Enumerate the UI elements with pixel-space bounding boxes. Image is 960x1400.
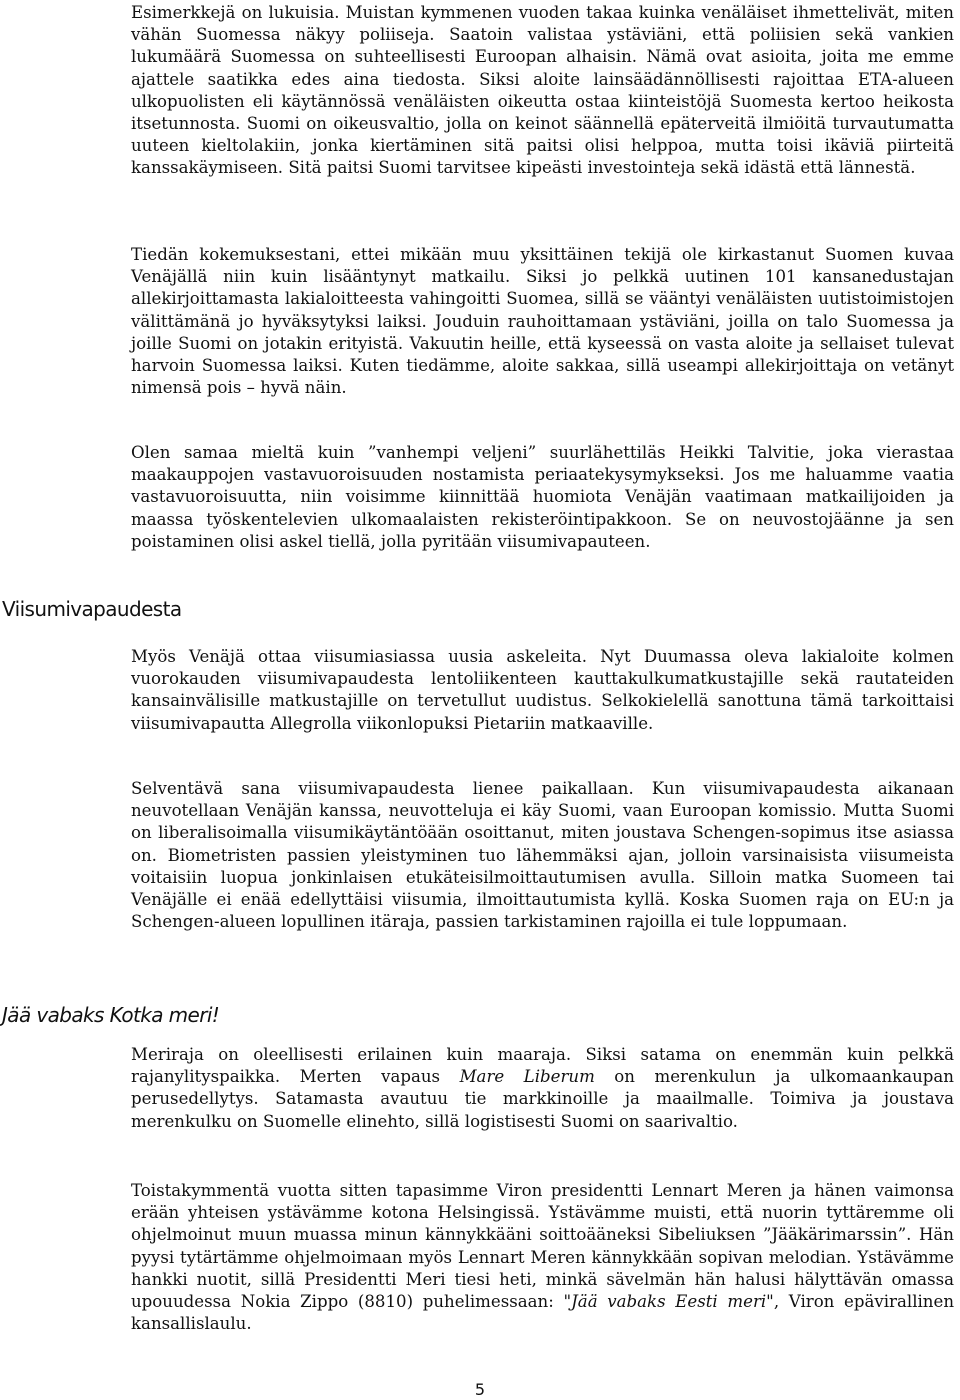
paragraph-text: Selventävä sana viisumivapaudesta lienee paikallaan. Kun viisumivapaudesta aikanaan neuvotellaan Venäjän kanssa, neuvotteluja ei käy Suomi, vaan Euroopan komissio. Mutta Suomi on liberalisoimalla viisumikäytäntöään osoittanut, miten joustava Schengen-sopimus itse asiassa on. Biometristen passien yleistyminen tuo lähemmäksi ajan, jolloin varsinaisista viisumeista voitaisiin luopua jonkinlaisen etukäteisilmoittautumisen avulla. Silloin matka Suomeen tai Venäjälle ei enää edellyttäisi viisumia, ilmoittautumista kyllä. Koska Suomen raja on EU:n ja Schengen-alueen lopullinen itäraja, passien tarkistaminen rajoilla ei tule loppumaan.: [131, 779, 954, 932]
song-title: "Jää vabaks Eesti meri": [563, 1292, 774, 1312]
paragraph-russia-visa: [131, 646, 954, 735]
paragraph-text: Olen samaa mieltä kuin ”vanhempi veljeni” suurlähettiläs Heikki Talvitie, joka vierastaa maakauppojen vastavuoroisuuden nostamista periaatekysymykseksi. Jos me haluamme vaatia vastavuoroisuutta, niin voisimme kiinnittää huomiota Venäjän vaatimaan matkailijoiden ja maassa työskentelevien ulkomaalaisten rekisteröintipakkoon. Se on neuvostojäänne ja sen poistaminen olisi askel tiellä, jolla pyritään viisumivapauteen.: [131, 443, 954, 551]
paragraph-text: Esimerkkejä on lukuisia. Muistan kymmenen vuoden takaa kuinka venäläiset ihmettelivät, miten vähän Suomessa näkyy poliiseja. Saatoin valistaa ystäviäni, että poliisien sekä vankien lukumäärä Suomessa on suhteellisesti Euroopan alhaisin. Nämä ovat asioita, joita me emme ajattele saatikka edes aina tiedosta. Siksi aloite lainsäädännöllisesti rajoittaa ETA-alueen ulkopuolisten eli käytännössä venäläisten oikeutta ostaa kiinteistöjä Suomesta kertoo heikosta itsetunnosta. Suomi on oikeusvaltio, jolla on keinot säännellä epäterveitä ilmiöitä turvautumatta uuteen kieltolakiin, jonka kiertäminen sitä paitsi olisi helppoa, mutta toisi ikäviä piirteitä kanssakäymiseen. Sitä paitsi Suomi tarvitsee kipeästi investointeja sekä idästä että lännestä.: [131, 3, 954, 178]
section-heading-visa-freedom: Viisumivapaudesta: [2, 597, 182, 621]
paragraph-lennart-meri: [131, 1180, 954, 1335]
text-run: Toistakymmentä vuotta sitten tapasimme Viron presidentti Lennart Meren ja hänen vaimonsa erään yhteisen ystävämme kotona Helsingissä. Ystävämme muisti, että nuorin tyttäremme oli ohjelmoinut muun muassa minun kännykkääni soittoääneksi Sibeliuksen ”Jääkärimarssin”. Hän pyysi tytärtämme ohjelmoimaan myös Lennart Meren kännykkään sopivan melodian. Ystävämme hankki nuotit, sillä Presidentti Meri tiesi heti, minkä sävelmän hän halusi hälyttävän omassa upouudessa Nokia Zippo (8810) puhelimessaan:: [131, 1181, 954, 1312]
text-run: , Viron epävirallinen kansallislaulu.: [131, 1292, 954, 1334]
page-number: 5: [474, 1380, 486, 1399]
text-run: on merenkulun ja ulkomaankaupan perusedellytys. Satamasta avautuu tie markkinoille ja maailmalle. Toimiva ja joustava merenkulku on Suomelle elinehto, sillä logistisesti Suomi on saarivaltio.: [131, 1067, 954, 1131]
paragraph-clarification: [131, 778, 954, 933]
paragraph-text: [131, 1044, 954, 1133]
paragraph-text: Myös Venäjä ottaa viisumiasiassa uusia askeleita. Nyt Duumassa oleva lakialoite kolmen vuorokauden viisumivapaudesta lentoliikenteen kauttakulkumatkustajille sekä rautateiden kansainvälisille matkustajille on tervetullut uudistus. Selkokielellä sanottuna tämä tarkoittaisi viisumivapautta Allegrolla viikonlopuksi Pietariin matkaaville.: [131, 647, 954, 733]
paragraph-experience: [131, 244, 954, 399]
paragraph-sea-border: [131, 1044, 954, 1133]
latin-phrase: Mare Liberum: [459, 1067, 595, 1087]
paragraph-reciprocity: [131, 442, 954, 553]
section-heading-estonian-anthem: Jää vabaks Kotka meri!: [2, 1003, 220, 1027]
text-run: Meriraja on oleellisesti erilainen kuin maaraja. Siksi satama on enemmän kuin pelkkä rajanylityspaikka. Merten vapaus: [131, 1045, 954, 1087]
paragraph-examples: [131, 2, 954, 180]
paragraph-text: Tiedän kokemuksestani, ettei mikään muu yksittäinen tekijä ole kirkastanut Suomen kuvaa Venäjällä niin kuin lisääntynyt matkailu. Siksi jo pelkkä uutinen 101 kansanedustajan allekirjoittamasta lakialoitteesta vahingoitti Suomea, sillä se vääntyi venäläisten uutistoimistojen välittämänä jo hyväksytyksi laiksi. Jouduin rauhoittamaan ystäviäni, joilla on talo Suomessa ja joille Suomi on jotakin erityistä. Vakuutin heille, että kyseessä on vasta aloite ja sellaiset tulevat harvoin Suomessa laiksi. Kuten tiedämme, aloite sakkaa, sillä useampi allekirjoittaja on vetänyt nimensä pois – hyvä näin.: [131, 245, 954, 398]
paragraph-text: [131, 1180, 954, 1335]
